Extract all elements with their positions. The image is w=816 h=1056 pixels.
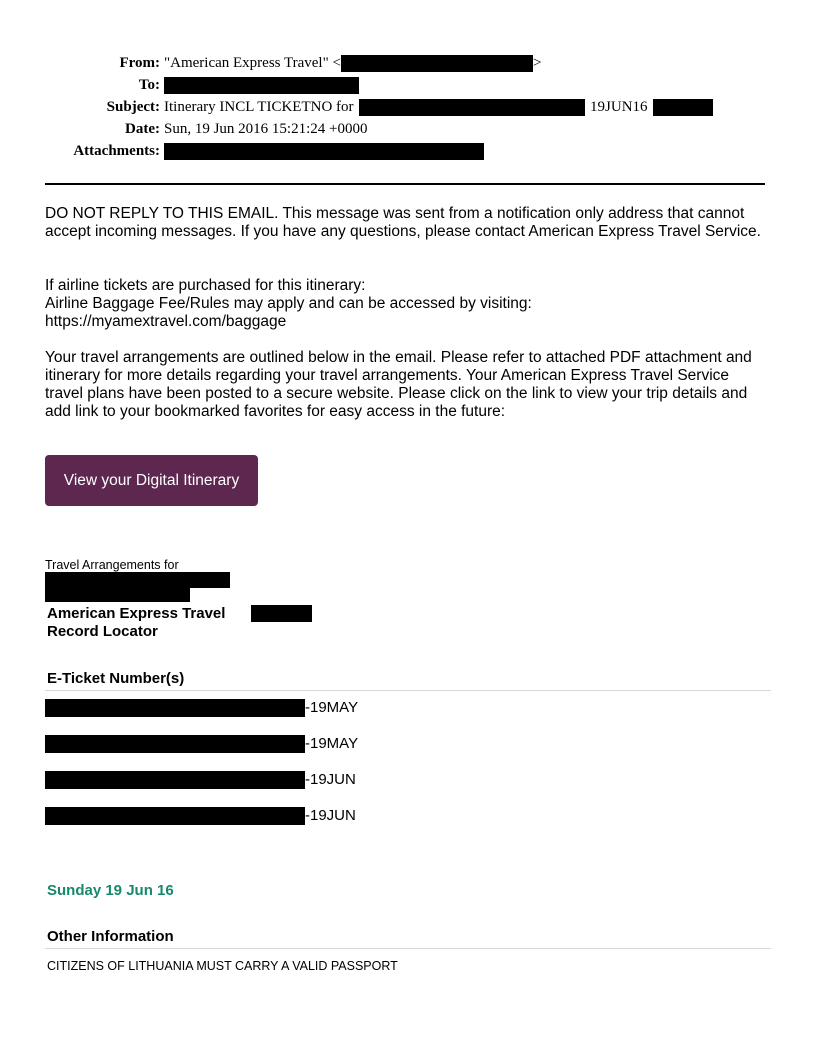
record-locator-label	[47, 605, 225, 641]
itinerary-day-heading: Sunday 19 Jun 16	[47, 882, 174, 899]
redacted-ticket-number	[45, 735, 305, 753]
notice-paragraph	[45, 205, 765, 241]
view-digital-itinerary-button[interactable]: View your Digital Itinerary	[45, 455, 258, 506]
subject-text: Itinerary INCL TICKETNO for	[164, 99, 354, 115]
redacted-traveler-name-2	[45, 588, 190, 602]
header-subject-row	[0, 97, 816, 117]
redacted-subject-code	[653, 99, 713, 116]
to-value	[164, 75, 359, 95]
redacted-record-locator	[251, 605, 312, 622]
header-divider	[45, 183, 765, 185]
ticket-date: -19JUN	[305, 807, 356, 824]
eticket-heading: E-Ticket Number(s)	[47, 670, 185, 687]
baggage-paragraph	[45, 277, 765, 331]
ticket-date: -19MAY	[305, 735, 359, 752]
redacted-ticket-number	[45, 807, 305, 825]
redacted-subject-name	[359, 99, 585, 116]
eticket-row	[45, 807, 356, 825]
record-locator-line-2: Record Locator	[47, 623, 158, 640]
arrangements-text: Your travel arrangements are outlined below in the email. Please refer to attached PDF attachment and itinerary for more details regarding your travel arrangements. Your American Express Travel Service travel plans have been posted to a secure website. Please click on the link to view your trip details and add link to your bookmarked favorites for easy access in the future:	[45, 349, 752, 420]
date-value: Sun, 19 Jun 2016 15:21:24 +0000	[164, 121, 368, 137]
eticket-row	[45, 735, 358, 753]
redacted-ticket-number	[45, 771, 305, 789]
subject-value	[164, 97, 713, 117]
other-information-divider	[45, 948, 771, 949]
attachments-label: Attachments:	[73, 143, 160, 159]
baggage-url[interactable]: https://myamextravel.com/baggage	[45, 313, 287, 330]
attachments-value[interactable]	[164, 141, 484, 161]
to-label: To:	[138, 77, 160, 93]
subject-label: Subject:	[106, 99, 160, 115]
passport-note: CITIZENS OF LITHUANIA MUST CARRY A VALID PASSPORT	[47, 959, 398, 973]
header-to-row	[0, 75, 816, 95]
header-attachments-row	[0, 141, 816, 161]
redacted-recipient	[164, 77, 359, 94]
redacted-email-address	[341, 55, 533, 72]
baggage-line-1: If airline tickets are purchased for this itinerary:	[45, 277, 366, 294]
arrangements-paragraph	[45, 349, 765, 421]
from-label: From:	[119, 55, 160, 71]
from-sender-name: "American Express Travel" <	[164, 55, 341, 71]
from-close-bracket: >	[532, 55, 542, 71]
redacted-traveler-name-1	[45, 572, 230, 588]
from-value	[164, 53, 541, 73]
eticket-row	[45, 699, 358, 717]
redacted-ticket-number	[45, 699, 305, 717]
notice-text: DO NOT REPLY TO THIS EMAIL. This message was sent from a notification only address that cannot accept incoming messages. If you have any questions, please contact American Express Travel Service.	[45, 205, 761, 240]
eticket-divider	[45, 690, 771, 691]
other-information-heading: Other Information	[47, 928, 174, 945]
eticket-row	[45, 771, 356, 789]
ticket-date: -19JUN	[305, 771, 356, 788]
date-label: Date:	[125, 121, 160, 137]
redacted-attachment-name[interactable]	[164, 143, 484, 160]
record-locator-line-1: American Express Travel	[47, 605, 226, 622]
subject-date: 19JUN16	[590, 99, 648, 115]
header-date-row	[0, 119, 816, 139]
baggage-line-2: Airline Baggage Fee/Rules may apply and can be accessed by visiting:	[45, 295, 532, 312]
ticket-date: -19MAY	[305, 699, 359, 716]
header-from-row	[0, 53, 816, 73]
travel-arrangements-label: Travel Arrangements for	[45, 558, 179, 572]
